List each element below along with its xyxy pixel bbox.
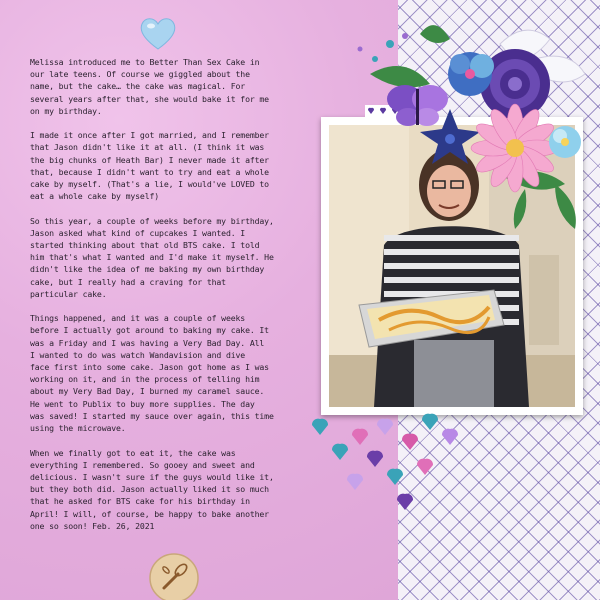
heart-icon — [422, 414, 438, 430]
heart-icon — [387, 469, 403, 485]
journal-text — [30, 56, 310, 532]
journal-paragraph: When we finally got to eat it, the cake was everything I remembered. So gooey and sweet and delicious. I wasn't sure if the guys would like it, but they both did. Jason actually liked it so much that he asked for BTS cake for his birthday in April! I will, of course, be happy to bake another one so soon! Feb. 26, 2021 — [30, 447, 274, 531]
leaf-icon — [370, 66, 430, 87]
light-blue-flower-icon — [549, 126, 581, 158]
blue-heart-icon — [138, 14, 178, 52]
heart-icon — [352, 429, 368, 445]
flower-cluster — [350, 14, 600, 244]
heart-icon — [417, 459, 433, 475]
heart-icon — [312, 419, 328, 435]
heart-icon — [347, 474, 363, 490]
heart-icon — [377, 419, 393, 435]
leaf-icon — [514, 189, 527, 229]
heart-icon — [402, 434, 418, 450]
heart-icon — [397, 494, 413, 510]
leaf-icon — [420, 25, 450, 43]
journal-paragraph: So this year, a couple of weeks before my birthday, Jason asked what kind of cupcakes I wanted. I started thinking about that old BTS cake. I told him that's what I wanted and I'd make it myself. He didn't like the idea of me baking my own birthday cake, but I really had a craving for that particular cake. — [30, 215, 274, 299]
heart-icon — [367, 451, 383, 467]
heart-icon — [442, 429, 458, 445]
heart-icon — [332, 444, 348, 460]
butterfly-icon — [387, 85, 448, 126]
scattered-hearts — [300, 405, 500, 525]
leaf-icon — [555, 184, 576, 229]
journal-paragraph: I made it once after I got married, and I remember that Jason didn't like it at all. (I think it was the big chunks of Heath Bar) I never made it after that, because I didn't want to try and eat a whole cake by myself. (That's a lie, I would've LOVED to eat a whole cake by myself) — [30, 130, 269, 202]
journal-paragraph: Melissa introduced me to Better Than Sex Cake in our late teens. Of course we giggled about the name, but the cake… the cake was magical. For several years after that, she would bake it for me on my birthday. — [30, 57, 269, 116]
journal-paragraph: Things happened, and it was a couple of weeks before I actually got around to baking my cake. It was a Friday and I was having a Very Bad Day. All I wanted to do was watch Wandavision and dive face first into some cake. Jason got home as I was working on it, and in the process of telling him about my Very Bad Day, I burned my caramel sauce. He went to Publix to buy more supplies. The day was saved! I started my sauce over again, this time using the microwave. — [30, 313, 274, 434]
whisk-wood-token-icon — [148, 552, 200, 600]
